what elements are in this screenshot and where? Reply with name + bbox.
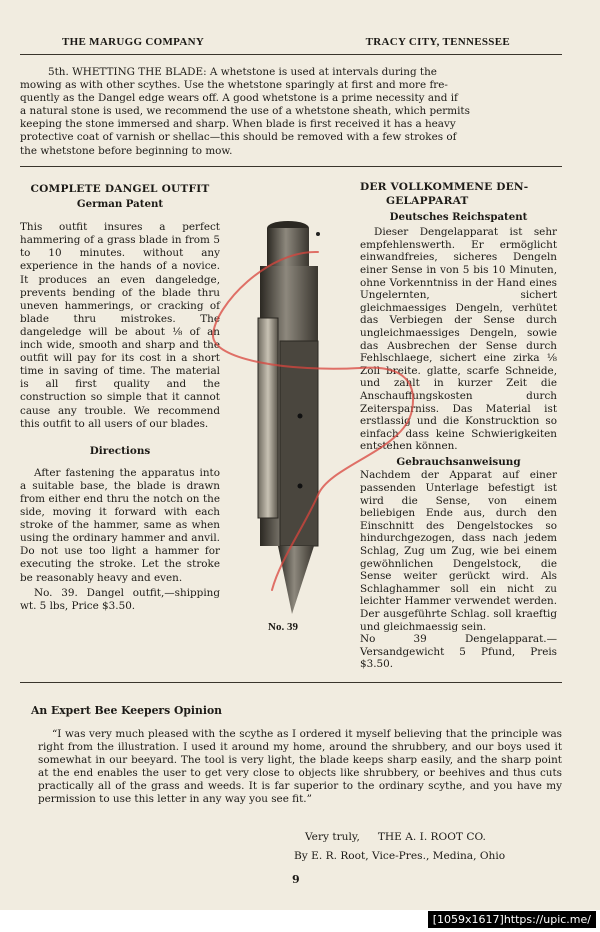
whetting-line: the whetstone before beginning to mow.	[20, 144, 233, 157]
german-title: DER VOLLKOMMENE DEN-	[360, 181, 529, 193]
testimonial-title: An Expert Bee Keepers Opinion	[31, 704, 223, 717]
whetting-line: protective coat of varnish or shellac—this should be removed with a few strokes of	[20, 131, 457, 144]
whetting-line: a natural stone is used, we recommend the use of a whetstone sheath, which permits	[20, 105, 470, 118]
directions-title: Directions	[89, 444, 151, 457]
whetting-line: keeping the stone immersed and sharp. When blade is first received it has a heavy	[20, 118, 456, 131]
whetting-line: mowing as with other scythes. Use the whetstone sparingly at first and more fre-	[20, 79, 448, 92]
german-subtitle: Deutsches Reichspatent	[389, 210, 528, 223]
whetting-line: quently as the Dangel edge wears off. A good whetstone is a prime necessity and if	[20, 92, 458, 105]
testimonial-body	[38, 728, 562, 806]
testimonial-signer: By E. R. Root, Vice-Pres., Medina, Ohio	[294, 850, 506, 862]
german-title-line2: GELAPPARAT	[386, 195, 469, 207]
testimonial-closing	[305, 831, 486, 843]
closing-text: Very truly,	[305, 831, 360, 843]
whetting-section	[20, 66, 552, 158]
english-subtitle: German Patent	[76, 198, 164, 211]
directions-body: After fastening the apparatus into a suitable base, the blade is drawn from either end thru the notch on the side, moving it forward with each stroke of the hammer, same as when using the ordinary hammer and anvil. Do not use too light a hammer for executing the stroke. Let the stroke be reasonably heavy and even.	[20, 466, 220, 584]
english-column	[20, 183, 220, 613]
whetting-line: 5th. WHETTING THE BLADE: A whetstone is used at intervals during the	[48, 66, 437, 78]
page-number: 9	[292, 873, 300, 886]
testimonial-text: “I was very much pleased with the scythe as I ordered it myself believing that the principle was right from the illustration. I used it around my home, around the shrubbery, and our boys used it somewhat in our beeyard. The tool is very light, the blade keeps sharp easily, and the sharp point at the end enables the user to get very close to objects like shrubbery, or beehives and thus cuts practically all of the grass and weeds. It is far superior to the ordinary scythe, and you have my permission to use this letter in any way you see fit.”	[38, 728, 562, 805]
section-rule	[20, 166, 562, 167]
english-price: No. 39. Dangel outfit,—shipping wt. 5 lbs, Price $3.50.	[20, 586, 220, 612]
english-body: This outfit insures a perfect hammering of a grass blade in from 5 to 10 minutes. without any experience in the hands of a novice. It produces an even dangeledge, prevents bending of the blade thru uneven hammerings, or cracking of blade thru mistrokes. The dangeledge will be about ⅛ of an inch wide, smooth and sharp and the outfit will pay for its cost in a short time in saving of time. The material is all first quality and the construction so simple that it cannot cause any trouble. We recommend this outfit to all users of our blades.	[20, 221, 220, 430]
figure-caption: No. 39	[268, 621, 298, 633]
closing-company: THE A. I. ROOT CO.	[377, 831, 486, 843]
footer-rule	[20, 682, 562, 683]
usage-title: Gebrauchsanweisung	[396, 455, 521, 468]
dangel-outfit-illustration	[230, 216, 350, 621]
german-column	[360, 181, 557, 671]
english-title: COMPLETE DANGEL OUTFIT	[30, 183, 210, 195]
source-tag: [1059x1617]https://upic.me/	[428, 911, 596, 928]
usage-body: Nachdem der Apparat auf einer passenden Unterlage befestigt ist wird die Sense, von einem beliebigen Ende aus, durch den Einschnitt des Dengelstockes so hindurchgezogen, dass nach jedem Schlag, Zug um Zug, wie bei einem gewöhnlichen Dengelstock, die Sense weiter gerückt wird. Als Schlaghammer soll ein nicht zu leichter Hammer verwendet werden. Der ausgeführte Schlag. soll kraeftig und gleichmaessig sein.	[360, 469, 557, 633]
german-price: No 39 Dengelapparat.—Versandgewicht 5 Pfund, Preis $3.50.	[360, 633, 557, 671]
company-location: TRACY CITY, TENNESSEE	[365, 36, 510, 48]
german-body: Dieser Dengelapparat ist sehr empfehlenswerth. Er ermöglicht einwandfreies, sicheres Dengeln einer Sense in von 5 bis 10 Minuten, ohne Vorkenntniss in der Hand eines Ungelernten, sichert gleichmaessiges Dengeln, verhütet das Verbiegen der Sense durch ungleichmaessiges Dengeln, sowie das Ausbrechen der Sense durch Fehlschlaege, sichert eine zirka ⅛ Zoll breite. glatte, scarfe Schneide, und zahlt in kurzer Zeit die Anschauffungskosten durch Zeitersparniss. Das Material ist erstlassig und die Konstrucktion so einfach dass keine Schwierigkeiten entstehen können.	[360, 226, 557, 453]
header-rule	[20, 54, 562, 55]
company-name: THE MARUGG COMPANY	[62, 36, 205, 48]
